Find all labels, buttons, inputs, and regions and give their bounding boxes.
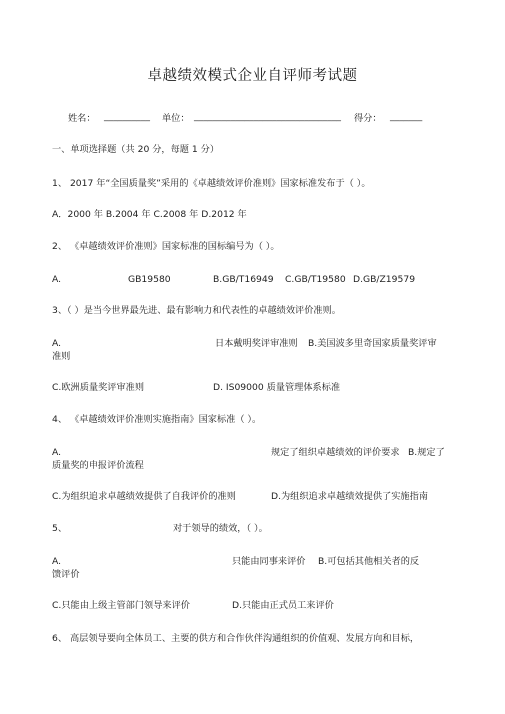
question-5-option-b: B.可包括其他相关者的反 (318, 556, 420, 567)
question-4-option-b: B.规定了 (408, 447, 445, 458)
question-5-option-a-label: A. (52, 556, 62, 567)
question-2-option-c: C.GB/T19580 (285, 274, 346, 285)
question-4-option-c: C.为组织追求卓越绩效提供了自我评价的准则 (52, 491, 236, 502)
question-5-number: 5、 (52, 523, 68, 534)
question-4-stem: 4、 《卓越绩效评价准则实施指南》国家标准（ ）。 (52, 414, 262, 425)
question-4-option-a: 规定了组织卓越绩效的评价要求 (271, 447, 400, 458)
question-3-option-a-label: A. (52, 338, 62, 349)
score-label: 得分： (354, 113, 382, 124)
question-3-option-b-continued: 准则 (52, 351, 71, 362)
unit-label: 单位： (162, 113, 190, 124)
question-5-option-c: C.只能由上级主管部门领导来评价 (52, 600, 190, 611)
score-blank[interactable]: _______ (390, 111, 423, 122)
section-heading: 一、单项选择题（共 20 分，每题 1 分） (52, 144, 220, 155)
question-6-stem: 6、 高层领导要向全体员工、主要的供方和合作伙伴沟通组织的价值观、发展方向和目标， (52, 633, 420, 644)
question-2-option-b: B.GB/T16949 (213, 274, 274, 285)
question-2-option-a-label: A. (52, 274, 62, 285)
question-3-option-c: C.欧洲质量奖评审准则 (52, 382, 145, 393)
question-4-option-a-label: A. (52, 447, 62, 458)
question-5-stem: 对于领导的绩效，（ ）。 (173, 523, 268, 534)
question-2-stem: 2、 《卓越绩效评价准则》国家标准的国标编号为（ ）。 (52, 241, 280, 252)
question-3-stem: 3、（ ）是当今世界最先进、最有影响力和代表性的卓越绩效评价准则。 (52, 305, 341, 316)
exam-title: 卓越绩效模式企业自评师考试题 (147, 68, 358, 84)
question-2-option-a: GB19580 (128, 274, 171, 285)
question-3-option-a: 日本戴明奖评审准则 (215, 338, 298, 349)
question-4-option-b-continued: 质量奖的申报评价流程 (52, 460, 144, 471)
question-3-option-d: D. IS09000 质量管理体系标准 (213, 382, 341, 393)
question-1-options: A．2000 年 B.2004 年 C.2008 年 D.2012 年 (52, 209, 247, 220)
question-5-option-a: 只能由同事来评价 (232, 556, 306, 567)
name-label: 姓名： (68, 113, 96, 124)
question-3-option-b: B.美国波多里奇国家质量奖评审 (308, 338, 437, 349)
question-2-option-d: D.GB/Z19579 (353, 274, 416, 285)
question-5-option-b-continued: 馈评价 (52, 569, 80, 580)
question-1-stem: 1、 2017 年“全国质量奖”采用的《卓越绩效评价准则》国家标准发布于（ ）。 (52, 178, 371, 189)
name-blank[interactable]: __________ (104, 111, 150, 122)
question-4-option-d: D.为组织追求卓越绩效提供了实施指南 (271, 491, 428, 502)
unit-blank[interactable]: ________________________________ (194, 111, 341, 122)
question-5-option-d: D.只能由正式员工来评价 (232, 600, 334, 611)
